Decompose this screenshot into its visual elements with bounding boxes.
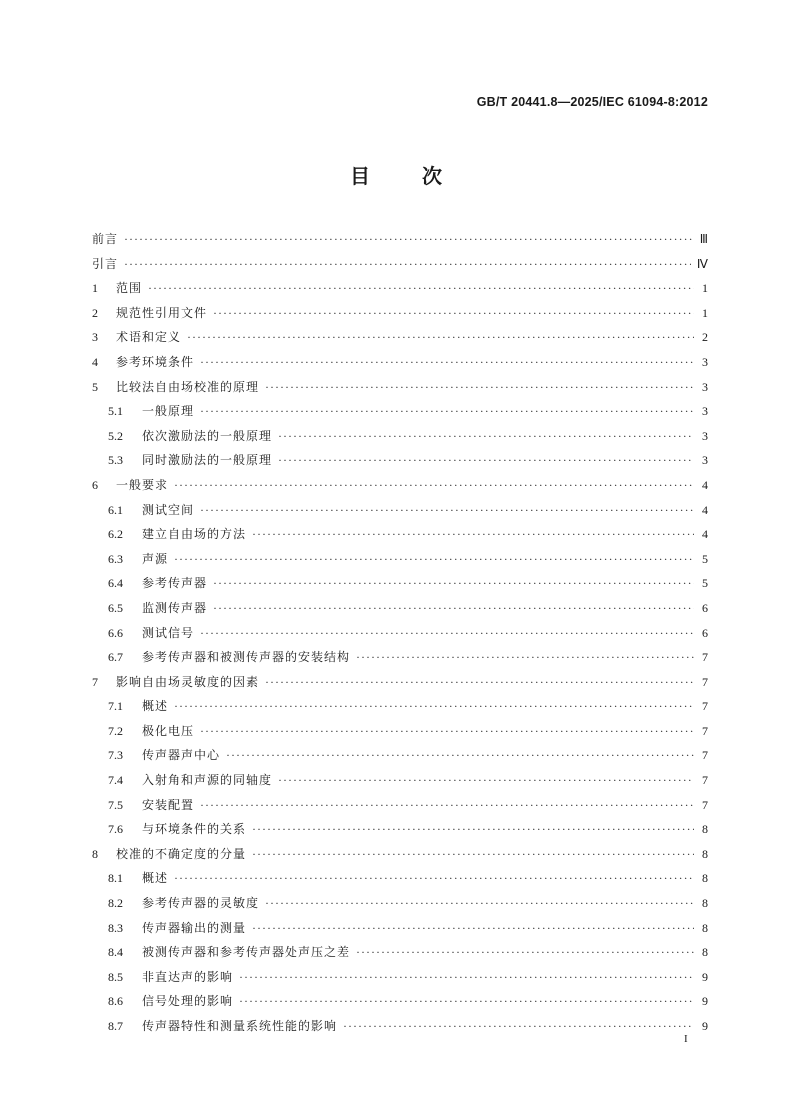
toc-entry-page: 7 bbox=[702, 674, 708, 689]
toc-entry-number: 6.6 bbox=[108, 625, 123, 640]
toc-entry-title: 入射角和声源的同轴度 bbox=[142, 773, 273, 788]
toc-entry[interactable] bbox=[92, 522, 708, 547]
toc-entry-page: 2 bbox=[702, 330, 708, 345]
toc-entry[interactable] bbox=[92, 1014, 708, 1039]
toc-entry-title: 规范性引用文件 bbox=[116, 305, 208, 320]
toc-entry-number: 6.3 bbox=[108, 551, 123, 566]
toc-entry-page: 3 bbox=[702, 404, 708, 419]
toc-entry[interactable] bbox=[92, 719, 708, 744]
standard-code: GB/T 20441.8—2025/IEC 61094-8:2012 bbox=[476, 95, 708, 109]
toc-leader-dots bbox=[265, 375, 694, 400]
toc-entry-title: 概述 bbox=[142, 871, 169, 886]
toc-entry-title: 概述 bbox=[142, 699, 169, 714]
toc-entry-number: 4 bbox=[92, 354, 98, 369]
toc-entry-title: 前言 bbox=[92, 232, 119, 246]
toc-entry-page: 7 bbox=[702, 699, 708, 714]
toc-entry-title: 建立自由场的方法 bbox=[142, 527, 247, 542]
toc-entry-page: 4 bbox=[702, 527, 708, 542]
toc-leader-dots bbox=[124, 252, 691, 277]
toc-entry-number: 3 bbox=[92, 330, 98, 345]
toc-entry-number: 5.1 bbox=[108, 404, 123, 419]
toc-entry-number: 6.1 bbox=[108, 502, 123, 517]
toc-entry-page: 6 bbox=[702, 625, 708, 640]
toc-leader-dots bbox=[200, 719, 694, 744]
toc-entry-number: 8.3 bbox=[108, 920, 123, 935]
toc-entry[interactable] bbox=[92, 670, 708, 695]
toc-entry[interactable] bbox=[92, 645, 708, 670]
toc-entry[interactable] bbox=[92, 866, 708, 891]
toc-entry-title: 测试信号 bbox=[142, 625, 195, 640]
toc-entry-page: 8 bbox=[702, 896, 708, 911]
toc-leader-dots bbox=[252, 916, 694, 941]
toc-entry[interactable] bbox=[92, 301, 708, 326]
toc-entry-page: 3 bbox=[702, 379, 708, 394]
toc-entry-page: 7 bbox=[702, 650, 708, 665]
toc-entry[interactable] bbox=[92, 473, 708, 498]
toc-entry[interactable] bbox=[92, 965, 708, 990]
toc-entry-title: 一般原理 bbox=[142, 404, 195, 419]
toc-entry-number: 6.5 bbox=[108, 600, 123, 615]
toc-entry-title: 影响自由场灵敏度的因素 bbox=[116, 674, 260, 689]
toc-leader-dots bbox=[265, 891, 694, 916]
toc-entry[interactable] bbox=[92, 448, 708, 473]
toc-entry-title: 同时激励法的一般原理 bbox=[142, 453, 273, 468]
title-char-1: 目 bbox=[350, 164, 370, 188]
toc-entry[interactable] bbox=[92, 694, 708, 719]
toc-leader-dots bbox=[278, 768, 694, 793]
toc-entry[interactable] bbox=[92, 842, 708, 867]
toc-entry[interactable] bbox=[92, 571, 708, 596]
toc-entry[interactable] bbox=[92, 916, 708, 941]
toc-entry-page: 9 bbox=[702, 969, 708, 984]
toc-entry-number: 8 bbox=[92, 846, 98, 861]
toc-entry-number: 7 bbox=[92, 674, 98, 689]
toc-entry[interactable] bbox=[92, 793, 708, 818]
toc-entry-title: 一般要求 bbox=[116, 477, 169, 492]
toc-entry-page: 3 bbox=[702, 453, 708, 468]
toc-leader-dots bbox=[252, 817, 694, 842]
toc-entry-number: 7.4 bbox=[108, 773, 123, 788]
toc-entry[interactable] bbox=[92, 350, 708, 375]
title-char-2: 次 bbox=[422, 164, 442, 188]
toc-entry-title: 极化电压 bbox=[142, 723, 195, 738]
toc-entry-title: 声源 bbox=[142, 551, 169, 566]
toc-entry-page: 6 bbox=[702, 600, 708, 615]
toc-leader-dots bbox=[174, 473, 694, 498]
toc-entry-page: Ⅳ bbox=[696, 256, 708, 271]
toc-entry-page: 7 bbox=[702, 773, 708, 788]
toc-leader-dots bbox=[187, 325, 694, 350]
toc-entry-number: 6.2 bbox=[108, 527, 123, 542]
toc-entry-number: 6.7 bbox=[108, 650, 123, 665]
toc-leader-dots bbox=[265, 670, 694, 695]
toc-leader-dots bbox=[200, 621, 694, 646]
toc-entry-number: 7.1 bbox=[108, 699, 123, 714]
toc-entry-page: 4 bbox=[702, 502, 708, 517]
toc-entry-title: 信号处理的影响 bbox=[142, 994, 234, 1009]
toc-entry-page: 7 bbox=[702, 723, 708, 738]
toc-entry-number: 8.5 bbox=[108, 969, 123, 984]
toc-entry[interactable] bbox=[92, 817, 708, 842]
toc-entry-title: 参考传声器和被测传声器的安装结构 bbox=[142, 650, 351, 665]
toc-entry-number: 8.7 bbox=[108, 1019, 123, 1033]
toc-entry-page: 8 bbox=[702, 945, 708, 960]
toc-entry[interactable] bbox=[92, 621, 708, 646]
toc-entry-number: 5.2 bbox=[108, 428, 123, 443]
toc-entry-page: 1 bbox=[702, 281, 708, 296]
toc-entry-title: 校准的不确定度的分量 bbox=[116, 846, 247, 861]
page-number: I bbox=[684, 1033, 688, 1045]
toc-entry[interactable] bbox=[92, 743, 708, 768]
toc-leader-dots bbox=[356, 940, 694, 965]
page-title bbox=[0, 160, 792, 189]
toc-leader-dots bbox=[252, 842, 694, 867]
toc-entry-page: 9 bbox=[702, 994, 708, 1009]
toc-leader-dots bbox=[239, 965, 694, 990]
toc-entry[interactable] bbox=[92, 891, 708, 916]
toc-entry-page: 7 bbox=[702, 748, 708, 763]
toc-entry-number: 1 bbox=[92, 281, 98, 296]
toc-entry-number: 8.2 bbox=[108, 896, 123, 911]
toc-entry-number: 8.6 bbox=[108, 994, 123, 1009]
toc-leader-dots bbox=[174, 866, 694, 891]
toc-entry-title: 参考传声器的灵敏度 bbox=[142, 896, 260, 911]
toc-leader-dots bbox=[124, 227, 694, 252]
toc-entry-page: 5 bbox=[702, 551, 708, 566]
toc-entry-number: 2 bbox=[92, 305, 98, 320]
toc-entry-title: 依次激励法的一般原理 bbox=[142, 428, 273, 443]
toc-entry-title: 参考传声器 bbox=[142, 576, 208, 591]
toc-leader-dots bbox=[213, 571, 694, 596]
toc-leader-dots bbox=[239, 989, 694, 1014]
toc-entry-title: 术语和定义 bbox=[116, 330, 182, 345]
toc-entry-page: 8 bbox=[702, 871, 708, 886]
toc-entry-number: 8.1 bbox=[108, 871, 123, 886]
toc-entry-title: 测试空间 bbox=[142, 502, 195, 517]
toc-entry-page: 8 bbox=[702, 920, 708, 935]
toc-entry[interactable] bbox=[92, 768, 708, 793]
toc-leader-dots bbox=[174, 694, 694, 719]
toc-entry-page: 8 bbox=[702, 846, 708, 861]
toc-entry-title: 非直达声的影响 bbox=[142, 969, 234, 984]
toc-entry[interactable] bbox=[92, 940, 708, 965]
toc-leader-dots bbox=[278, 448, 694, 473]
toc-entry-page: 3 bbox=[702, 354, 708, 369]
toc-entry[interactable] bbox=[92, 498, 708, 523]
toc-leader-dots bbox=[200, 498, 694, 523]
toc-leader-dots bbox=[148, 276, 694, 301]
toc-entry-page: 3 bbox=[702, 428, 708, 443]
toc-entry[interactable] bbox=[92, 276, 708, 301]
toc-leader-dots bbox=[213, 596, 694, 621]
toc-entry-title: 范围 bbox=[116, 281, 143, 296]
toc-leader-dots bbox=[252, 522, 694, 547]
table-of-contents bbox=[92, 227, 708, 1039]
toc-entry[interactable] bbox=[92, 399, 708, 424]
toc-entry-number: 5.3 bbox=[108, 453, 123, 468]
toc-entry-title: 被测传声器和参考传声器处声压之差 bbox=[142, 945, 351, 960]
toc-entry-number: 8.4 bbox=[108, 945, 123, 960]
toc-entry-title: 传声器声中心 bbox=[142, 748, 221, 763]
toc-entry[interactable] bbox=[92, 596, 708, 621]
toc-entry-number: 6.4 bbox=[108, 576, 123, 591]
toc-entry-number: 7.5 bbox=[108, 797, 123, 812]
toc-entry-title: 比较法自由场校准的原理 bbox=[116, 379, 260, 394]
toc-entry-title: 监测传声器 bbox=[142, 600, 208, 615]
toc-entry-title: 引言 bbox=[92, 256, 119, 271]
toc-entry-title: 传声器特性和测量系统性能的影响 bbox=[142, 1019, 338, 1033]
toc-entry-page: 7 bbox=[702, 797, 708, 812]
toc-entry-page: 9 bbox=[702, 1019, 708, 1033]
toc-leader-dots bbox=[278, 424, 694, 449]
toc-entry-number: 7.3 bbox=[108, 748, 123, 763]
toc-entry-number: 6 bbox=[92, 477, 98, 492]
toc-entry-title: 传声器输出的测量 bbox=[142, 920, 247, 935]
toc-entry-title: 参考环境条件 bbox=[116, 354, 195, 369]
toc-entry[interactable] bbox=[92, 989, 708, 1014]
toc-entry-number: 5 bbox=[92, 379, 98, 394]
toc-leader-dots bbox=[356, 645, 694, 670]
toc-leader-dots bbox=[200, 399, 694, 424]
toc-entry[interactable] bbox=[92, 325, 708, 350]
toc-entry-page: 5 bbox=[702, 576, 708, 591]
toc-entry-page: Ⅲ bbox=[699, 232, 708, 246]
toc-leader-dots bbox=[226, 743, 694, 768]
toc-leader-dots bbox=[200, 793, 694, 818]
toc-entry-number: 7.2 bbox=[108, 723, 123, 738]
toc-entry-page: 1 bbox=[702, 305, 708, 320]
toc-leader-dots bbox=[213, 301, 694, 326]
toc-leader-dots bbox=[174, 547, 694, 572]
toc-entry[interactable] bbox=[92, 252, 708, 277]
toc-leader-dots bbox=[343, 1014, 694, 1039]
toc-entry-page: 8 bbox=[702, 822, 708, 837]
toc-entry[interactable] bbox=[92, 227, 708, 252]
toc-entry[interactable] bbox=[92, 424, 708, 449]
toc-entry[interactable] bbox=[92, 375, 708, 400]
toc-entry-title: 与环境条件的关系 bbox=[142, 822, 247, 837]
toc-entry[interactable] bbox=[92, 547, 708, 572]
toc-entry-page: 4 bbox=[702, 477, 708, 492]
toc-entry-title: 安装配置 bbox=[142, 797, 195, 812]
toc-leader-dots bbox=[200, 350, 694, 375]
toc-entry-number: 7.6 bbox=[108, 822, 123, 837]
